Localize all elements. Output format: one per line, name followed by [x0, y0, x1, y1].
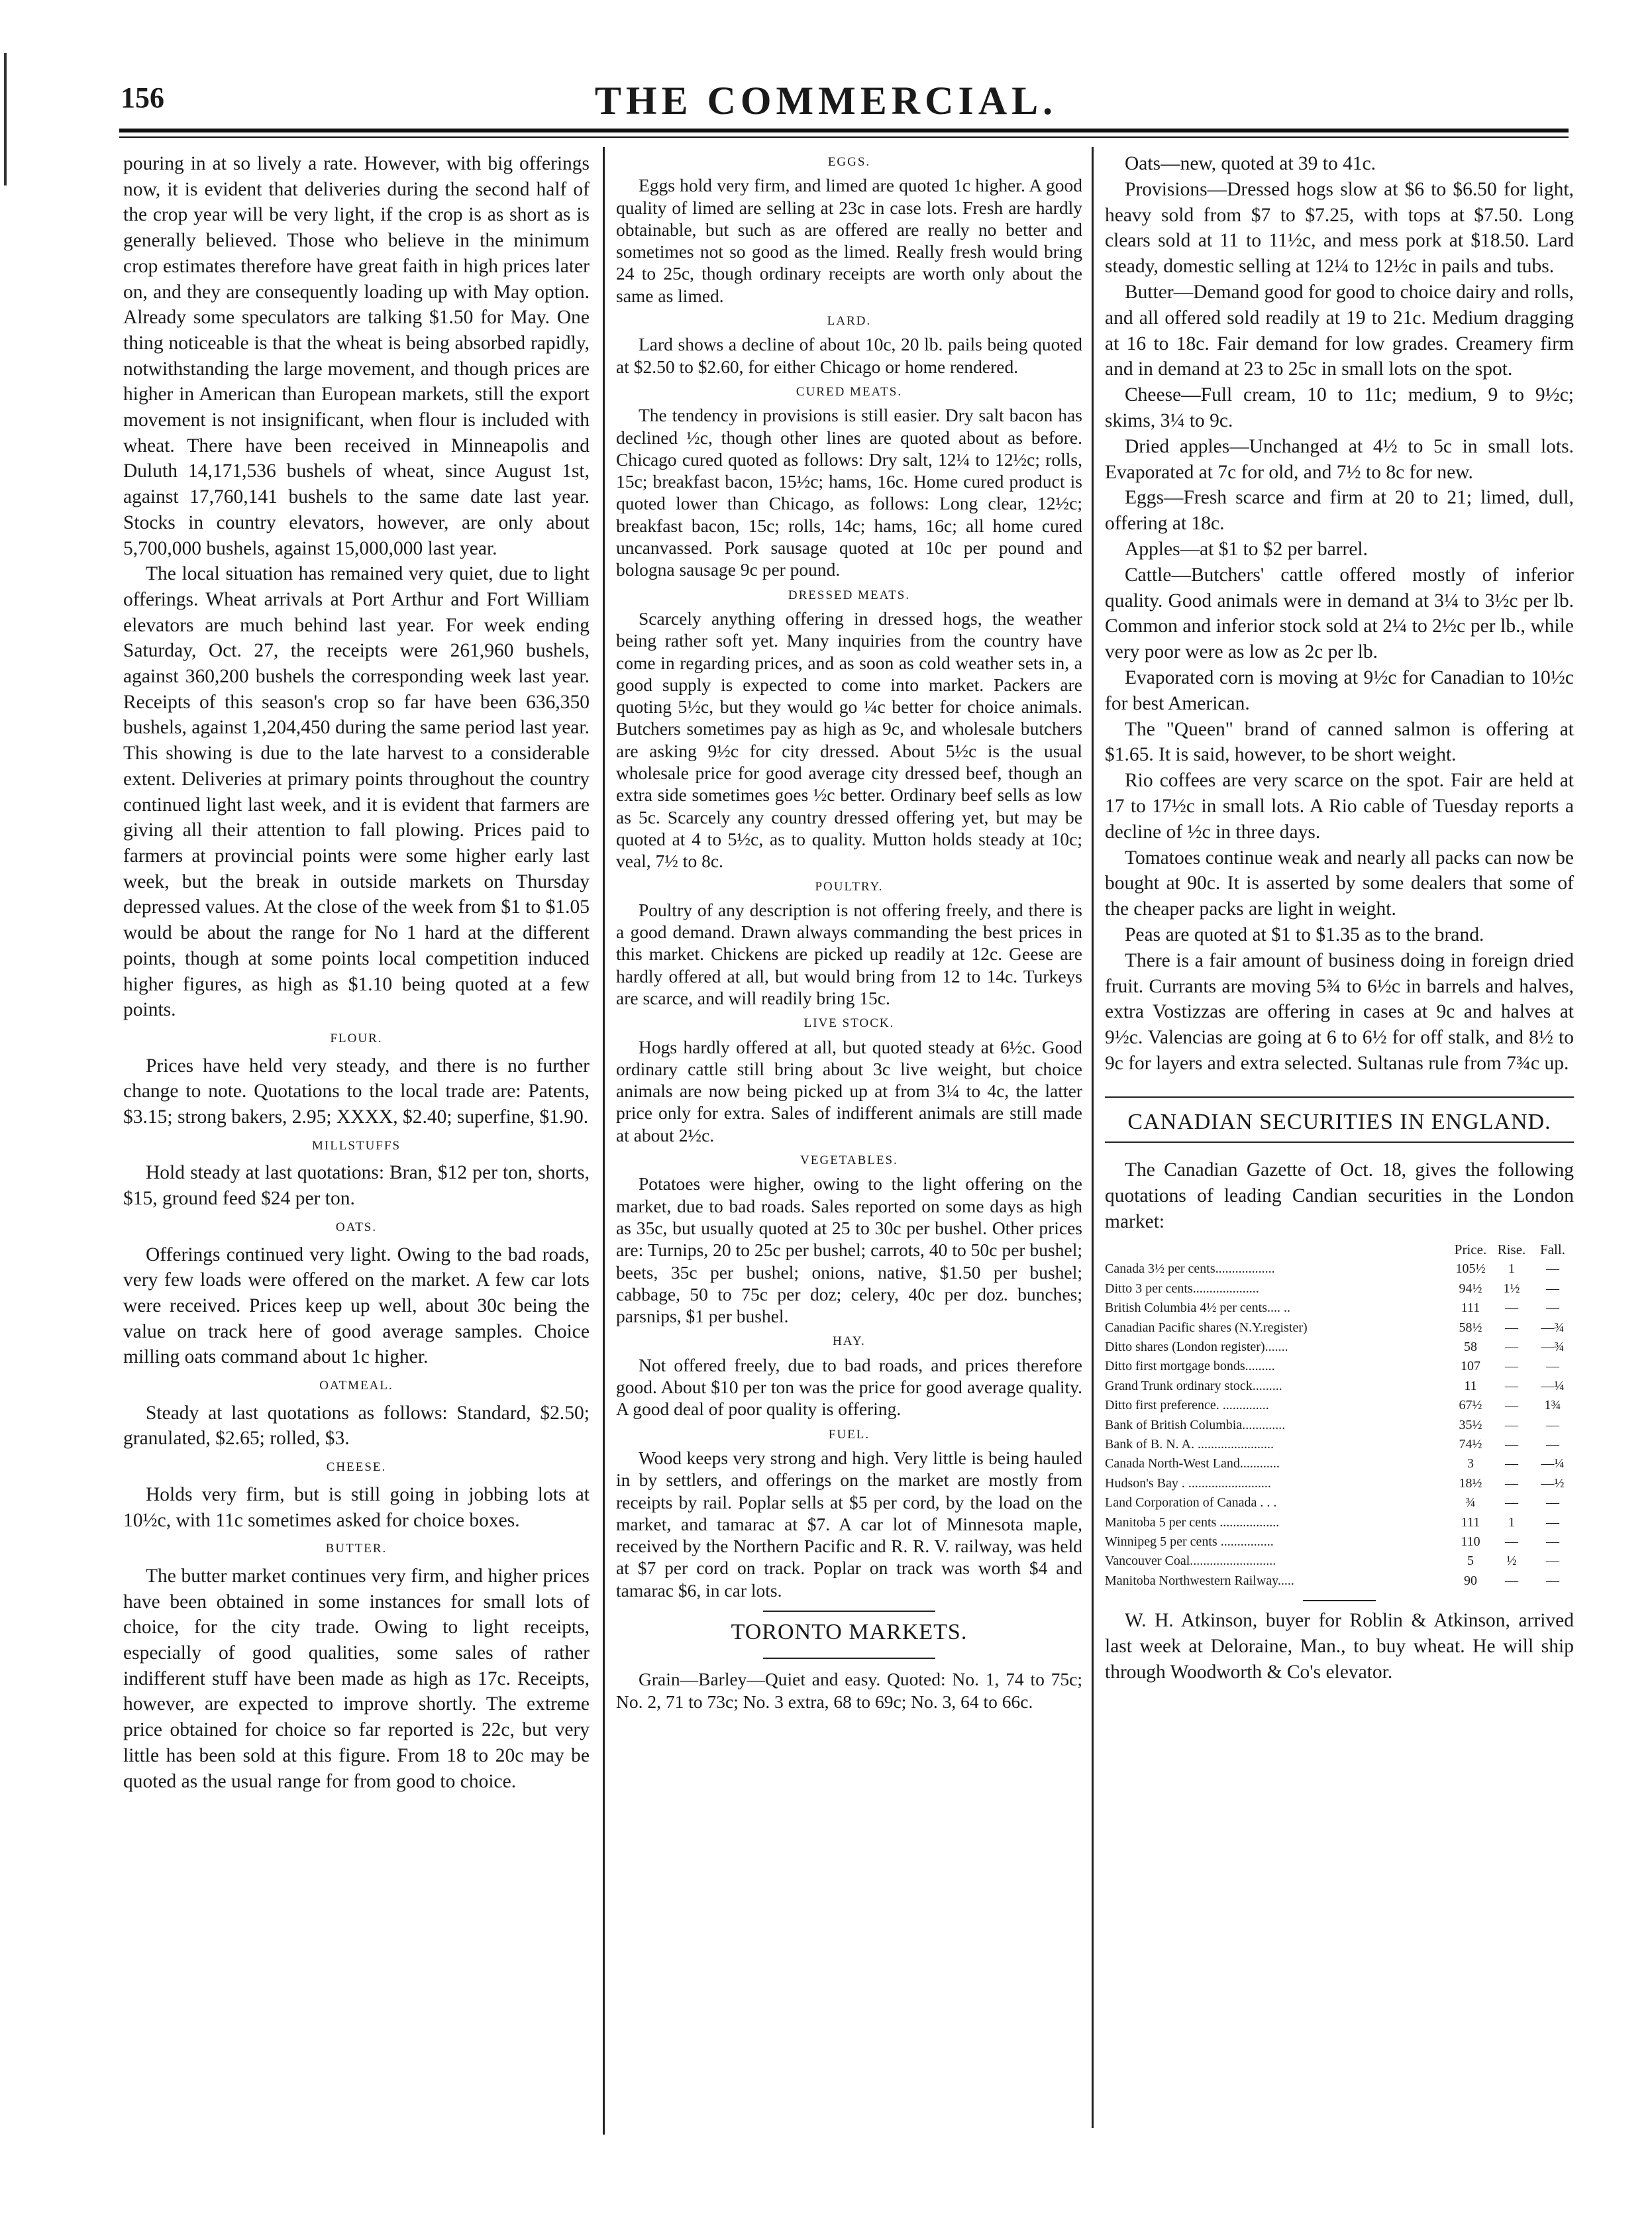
security-rise: 1 [1508, 1514, 1515, 1530]
security-rise: 1 [1508, 1261, 1515, 1277]
paragraph: Holds very firm, but is still going in jobbing lots at 10½c, with 11c sometimes asked for choice boxes. [123, 1483, 590, 1531]
security-price: 110 [1461, 1534, 1480, 1549]
paragraph: Prices have held very steady, and there is no further change to note. Quotations to the local trade are: Patents, $3.15; strong bakers, 2.95; XXXX, $2.40; superfine, $1.90. [123, 1055, 590, 1128]
section-heading-hay: HAY. [833, 1334, 866, 1349]
security-fall: — [1546, 1281, 1559, 1296]
column-3 [1105, 151, 1574, 2172]
paragraph: Rio coffees are very scarce on the spot. Fair are held at 17 to 17½c in small lots. A Rio cable of Tuesday reports a decline of ½c in three days. [1105, 770, 1574, 843]
paragraph: Cheese—Full cream, 10 to 11c; medium, 9 to 9½c; skims, 3¼ to 9c. [1105, 384, 1574, 431]
security-fall: — [1546, 1573, 1559, 1588]
paragraph: Grain—Barley—Quiet and easy. Quoted: No. 1, 74 to 75c; No. 2, 71 to 73c; No. 3 extra, 68 to 69c; No. 3, 64 to 66c. [616, 1669, 1082, 1712]
securities-table [1105, 1240, 1574, 1591]
paragraph: Steady at last quotations as follows: Standard, $2.50; granulated, $2.65; rolled, $3. [123, 1402, 590, 1450]
security-rise: — [1505, 1417, 1518, 1432]
security-rise: — [1505, 1495, 1518, 1511]
security-fall: — [1546, 1554, 1559, 1569]
column-2 [616, 151, 1082, 2172]
header-rule-thin [119, 136, 1569, 138]
paragraph: The "Queen" brand of canned salmon is offering at $1.65. It is said, however, to be short weight. [1105, 718, 1574, 766]
table-row [1105, 1493, 1574, 1512]
paragraph: Tomatoes continue weak and nearly all packs can now be bought at 90c. It is asserted by some dealers that some of the cheaper packs are light in weight. [1105, 847, 1574, 920]
paragraph: Hold steady at last quotations: Bran, $12 per ton, shorts, $15, ground feed $24 per ton. [123, 1162, 590, 1210]
security-price: 90 [1464, 1573, 1477, 1588]
security-rise: — [1505, 1573, 1518, 1588]
security-fall: — [1546, 1417, 1559, 1432]
paragraph: The Canadian Gazette of Oct. 18, gives the following quotations of leading Candian securities in the London market: [1105, 1159, 1574, 1233]
security-name: British Columbia 4½ per cents.... .. [1105, 1300, 1290, 1316]
security-price: 3 [1467, 1456, 1474, 1471]
paragraph: Cattle—Butchers' cattle offered mostly of inferior quality. Good animals were in demand at 3¼ to 3½c per lb. Common and inferior stock sold at 2¼ to 2½c per lb., while very poor were as low as 2c per lb. [1105, 564, 1574, 663]
table-body [1105, 1259, 1574, 1591]
paragraph: Potatoes were higher, owing to the light offering on the market, due to bad roads. Sales reported on some days as high as 35c, but usually quoted at 25 to 30c per bushel. Other prices are: Turnips, 20 to 25c per bushel; carrots, 40 to 50c per bushel; beets, 35c per bushel; onions, native, $1.50 per bushel; cabbage, 50 to 75c per doz; celery, 40c per doz. bunches; parsnips, $1 per bushel. [616, 1173, 1082, 1327]
paragraph: Oats—new, quoted at 39 to 41c. [1125, 153, 1376, 174]
table-header-row [1105, 1240, 1574, 1259]
security-name: Ditto first preference. .............. [1105, 1398, 1269, 1413]
paragraph: Butter—Demand good for good to choice dairy and rolls, and all offered sold readily at 19 to 21c. Medium dragging at 16 to 18c. Fair demand for low grades. Creamery firm and in demand at 23 to 25c in small lots on the spot. [1105, 281, 1574, 380]
paragraph: Evaporated corn is moving at 9½c for Canadian to 10½c for best American. [1105, 666, 1574, 714]
paragraph: pouring in at so lively a rate. However, with big offerings now, it is evident that deliveries during the second half of the crop year will be very light, if the crop is as short as is generally believed. Those who believe in the minimum crop estimates therefore have great faith in high prices later on, and they are consequently loading up with May option. Already some speculators are talking $1.50 for May. One thing noticeable is that the wheat is being absorbed rapidly, notwithstanding the large movement, and though prices are higher in American than European markets, still the export movement is not insignificant, when flour is included with wheat. There have been received in Minneapolis and Duluth 14,171,536 bushels of wheat, since August 1st, against 17,760,141 bushels to the same date last year. Stocks in country elevators, however, are only about 5,700,000 bushels, against 15,000,000 last year. [123, 153, 590, 559]
security-rise: — [1505, 1339, 1518, 1354]
paragraph: Poultry of any description is not offering freely, and there is a good demand. Drawn always commanding the best prices in this market. Chickens are picked up readily at 12c. Geese are hardly offered at all, but would bring from 12 to 14c. Turkeys are scarce, and will readily bring 15c. [616, 899, 1082, 1008]
section-heading-fuel: FUEL. [828, 1427, 870, 1442]
paragraph: Scarcely anything offering in dressed hogs, the weather being rather soft yet. Many inquiries from the country have come in regarding prices, and as soon as cold weather sets in, a good supply is expected to come into market. Packers are quoting 5½c, but they would go ¼c better for choice animals. Butchers sometimes pay as high as 9c, and wholesale butchers are asking 9½c for city dressed. About 5½c is the usual wholesale price for good average city dressed beef, though an extra side sometimes goes ½c better. Ordinary beef sells as low as 5c. Scarcely any country dressed offering yet, but may be quoted at 4 to 5½c, as to quality. Mutton holds steady at 10c; veal, 7½ to 8c. [616, 608, 1082, 872]
section-heading-canadian-securities: CANADIAN SECURITIES IN ENGLAND. [1127, 1109, 1551, 1134]
table-row [1105, 1299, 1574, 1318]
paragraph: There is a fair amount of business doing in foreign dried fruit. Currants are moving 5¾ to 6½c in barrels and halves, extra Vostizzas are offering in cases at 9c and halves at 9½c. Valencias are going at 6 to 6½ for off stalk, and 8½ to 9c for layers and extra selected. Sultanas rule from 7¾c up. [1105, 949, 1574, 1074]
table-row [1105, 1474, 1574, 1493]
table-row [1105, 1396, 1574, 1415]
paragraph: Not offered freely, due to bad roads, and prices therefore good. About $10 per ton was the price for good average quality. A good deal of poor quality is offering. [616, 1354, 1082, 1420]
table-row [1105, 1435, 1574, 1454]
section-heading-oats: OATS. [335, 1220, 378, 1234]
section-heading-oatmeal: OATMEAL. [319, 1379, 393, 1393]
section-heading-vegetables: VEGETABLES. [800, 1153, 898, 1168]
security-rise: — [1505, 1359, 1518, 1374]
security-name: Hudson's Bay . ......................... [1105, 1475, 1271, 1491]
security-rise: — [1505, 1378, 1518, 1393]
security-rise: — [1505, 1300, 1518, 1316]
table-row [1105, 1318, 1574, 1338]
paragraph: Hogs hardly offered at all, but quoted steady at 6½c. Good ordinary cattle still bring about 3c live weight, but choice animals are now being picked up at from 3¼ to 4c, the latter price only for extra. Sales of indifferent animals are still made at about 2½c. [616, 1036, 1082, 1145]
security-fall: — [1546, 1534, 1559, 1549]
security-fall: —¾ [1541, 1320, 1565, 1335]
security-name: Bank of B. N. A. ....................... [1105, 1436, 1274, 1452]
table-row [1105, 1279, 1574, 1299]
paragraph: W. H. Atkinson, buyer for Roblin & Atkinson, arrived last week at Deloraine, Man., to buy wheat. He will ship through Woodworth & Co's elevator. [1105, 1610, 1574, 1683]
paragraph: Wood keeps very strong and high. Very little is being hauled in by settlers, and offerings on the market are mostly from receipts by rail. Poplar sells at $5 per cord, by the load on the market, and tamarac at $7. A car lot of Minnesota maple, received by the Northern Pacific and R. R. V. railway, was held at $7 per cord on track. Poplar on track was worth $4 and tamarac $6, in car lots. [616, 1447, 1082, 1601]
paragraph: Eggs hold very firm, and limed are quoted 1c higher. A good quality of limed are selling at 23c in case lots. Fresh are hardly obtainable, but such as are offered are really no better and sometimes not so good as the limed. Really fresh would bring 24 to 25c, though ordinary receipts are worth only about the same as limed. [616, 175, 1082, 306]
security-price: 107 [1461, 1359, 1480, 1374]
section-heading-eggs: EGGS. [827, 155, 871, 169]
paragraph: The local situation has remained very quiet, due to light offerings. Wheat arrivals at Port Arthur and Fort William elevators are much behind last year. For week ending Saturday, Oct. 27, the receipts were 261,960 bushels, against 360,200 bushels the corresponding week last year. Receipts of this season's crop so far have been 636,350 bushels, against 1,204,450 during the same period last year. This showing is due to the late harvest to a considerable extent. Deliveries at primary points throughout the country continued light last week, and it is evident that farmers are giving all their attention to fall plowing. Prices paid to farmers at provincial points were some higher early last week, but the break in outside markets on Thursday depressed values. At the close of the week from $1 to $1.05 would be about the range for No 1 hard at the different points, though at some points local competition induced higher figures, as high as $1.10 being quoted at a few points. [123, 563, 590, 1021]
security-rise: — [1505, 1398, 1518, 1413]
security-fall: —¾ [1541, 1339, 1565, 1354]
security-fall: —¼ [1541, 1378, 1565, 1393]
paragraph: Peas are quoted at $1 to $1.35 as to the brand. [1125, 924, 1484, 945]
masthead-title: THE COMMERCIAL. [594, 79, 1058, 123]
security-rise: — [1505, 1456, 1518, 1471]
security-rise: — [1505, 1475, 1518, 1491]
table-row [1105, 1377, 1574, 1396]
section-divider [763, 1611, 935, 1612]
security-name: Bank of British Columbia............. [1105, 1417, 1286, 1432]
section-heading-millstuffs: MILLSTUFFS [311, 1138, 401, 1153]
security-name: Grand Trunk ordinary stock......... [1105, 1378, 1282, 1393]
table-row [1105, 1454, 1574, 1473]
column-header-price: Price. [1454, 1241, 1487, 1257]
security-name: Ditto first mortgage bonds......... [1105, 1359, 1275, 1374]
security-price: 111 [1461, 1514, 1480, 1530]
security-price: 105½ [1455, 1261, 1486, 1277]
security-fall: —¼ [1541, 1456, 1565, 1471]
security-fall: —½ [1541, 1475, 1565, 1491]
security-name: Manitoba Northwestern Railway..... [1105, 1573, 1294, 1588]
column-header-fall: Fall. [1540, 1241, 1565, 1257]
section-divider [1105, 1141, 1574, 1143]
paragraph: Offerings continued very light. Owing to the bad roads, very few loads were offered on the market. A few car lots were received. Prices keep up well, about 30c being the value on track here of good average samples. Choice milling oats command about 1c higher. [123, 1244, 590, 1368]
table-row [1105, 1571, 1574, 1591]
paragraph: The butter market continues very firm, and higher prices have been obtained in some instances for small lots of choice, for the city trade. Owing to light receipts, especially of good qualities, some sales of rather indifferent stuff have been made as high as 17c. Receipts, however, are expected to improve shortly. The extreme price obtained for choice so far reported is 22c, but very little has been sold at this figure. From 18 to 20c may be quoted as the usual range for from good to choice. [123, 1565, 590, 1792]
table-row [1105, 1552, 1574, 1571]
paragraph: The tendency in provisions is still easier. Dry salt bacon has declined ½c, though other lines are quoted about as before. Chicago cured quoted as follows: Dry salt, 12¼ to 12½c; rolls, 15c; breakfast bacon, 15½c; hams, 16c. Home cured product is quoted lower than Chicago, as follows: Long clear, 12½c; breakfast bacon, 15c; rolls, 14c; hams, 16c; all home cured uncanvassed. Pork sausage quoted at 10c per pound and bologna sausage 9c per pound. [616, 405, 1082, 580]
section-heading-flour: FLOUR. [330, 1031, 383, 1045]
section-heading-cured-meats: CURED MEATS. [796, 384, 903, 399]
column-1 [123, 151, 590, 2172]
security-name: Canadian Pacific shares (N.Y.register) [1105, 1320, 1308, 1335]
security-name: Ditto shares (London register)....... [1105, 1339, 1288, 1354]
section-heading-lard: LARD. [827, 314, 872, 329]
security-name: Land Corporation of Canada . . . [1105, 1495, 1277, 1511]
security-price: 74½ [1459, 1436, 1482, 1452]
security-name: Manitoba 5 per cents .................. [1105, 1514, 1280, 1530]
security-name: Canada North-West Land............ [1105, 1456, 1280, 1471]
security-price: 5 [1467, 1554, 1474, 1569]
security-fall: — [1546, 1300, 1559, 1316]
security-rise: — [1505, 1436, 1518, 1452]
security-fall: — [1546, 1436, 1559, 1452]
paragraph: Lard shows a decline of about 10c, 20 lb. pails being quoted at $2.50 to $2.60, for either Chicago or home rendered. [616, 334, 1082, 377]
section-divider [1303, 1600, 1376, 1601]
security-price: 35½ [1459, 1417, 1482, 1432]
security-name: Winnipeg 5 per cents ................ [1105, 1534, 1274, 1549]
security-price: 94½ [1459, 1281, 1482, 1296]
security-price: 58½ [1459, 1320, 1482, 1335]
table-row [1105, 1259, 1574, 1279]
table-row [1105, 1532, 1574, 1552]
security-fall: — [1546, 1495, 1559, 1511]
section-heading-butter: BUTTER. [325, 1542, 387, 1556]
section-heading-cheese: CHEESE. [326, 1460, 387, 1475]
security-rise: 1½ [1503, 1281, 1520, 1296]
security-fall: — [1546, 1261, 1559, 1277]
security-rise: — [1505, 1320, 1518, 1335]
section-heading-poultry: POULTRY. [815, 879, 884, 894]
column-divider-2 [1092, 147, 1094, 2128]
section-heading-live-stock: LIVE STOCK. [803, 1016, 895, 1031]
paragraph: Provisions—Dressed hogs slow at $6 to $6.50 for light, heavy sold from $7 to $7.25, with tops at $7.50. Long clears sold at 11 to 11½c, and mess pork at $18.50. Lard steady, domestic selling at 12¼ to 12½c in pails and tubs. [1105, 178, 1574, 278]
security-fall: — [1546, 1359, 1559, 1374]
column-header-rise: Rise. [1497, 1241, 1526, 1257]
table-row [1105, 1416, 1574, 1435]
security-price: 67½ [1459, 1398, 1482, 1413]
table-row [1105, 1357, 1574, 1376]
section-divider [1105, 1096, 1574, 1098]
section-divider [763, 1658, 935, 1659]
security-name: Ditto 3 per cents.................... [1105, 1281, 1259, 1296]
security-price: 111 [1461, 1300, 1480, 1316]
paragraph: Eggs—Fresh scarce and firm at 20 to 21; limed, dull, offering at 18c. [1105, 487, 1574, 535]
security-rise: — [1505, 1534, 1518, 1549]
security-fall: 1¾ [1544, 1398, 1561, 1413]
security-name: Canada 3½ per cents.................. [1105, 1261, 1275, 1277]
security-fall: — [1546, 1514, 1559, 1530]
security-price: 18½ [1459, 1475, 1482, 1491]
column-divider-1 [603, 147, 605, 2135]
security-rise: ½ [1506, 1554, 1517, 1569]
paragraph: Apples—at $1 to $2 per barrel. [1125, 538, 1368, 560]
security-price: 58 [1464, 1339, 1477, 1354]
page-number: 156 [121, 81, 164, 114]
paragraph: Dried apples—Unchanged at 4½ to 5c in small lots. Evaporated at 7c for old, and 7½ to 8c for new. [1105, 435, 1574, 483]
security-price: ¾ [1465, 1495, 1476, 1511]
table-row [1105, 1338, 1574, 1357]
section-heading-dressed-meats: DRESSED MEATS. [788, 588, 911, 602]
table-row [1105, 1513, 1574, 1532]
security-price: 11 [1464, 1378, 1477, 1393]
header-rule-thick [119, 129, 1569, 133]
security-name: Vancouver Coal.......................... [1105, 1554, 1276, 1569]
section-heading-toronto-markets: TORONTO MARKETS. [731, 1620, 968, 1644]
